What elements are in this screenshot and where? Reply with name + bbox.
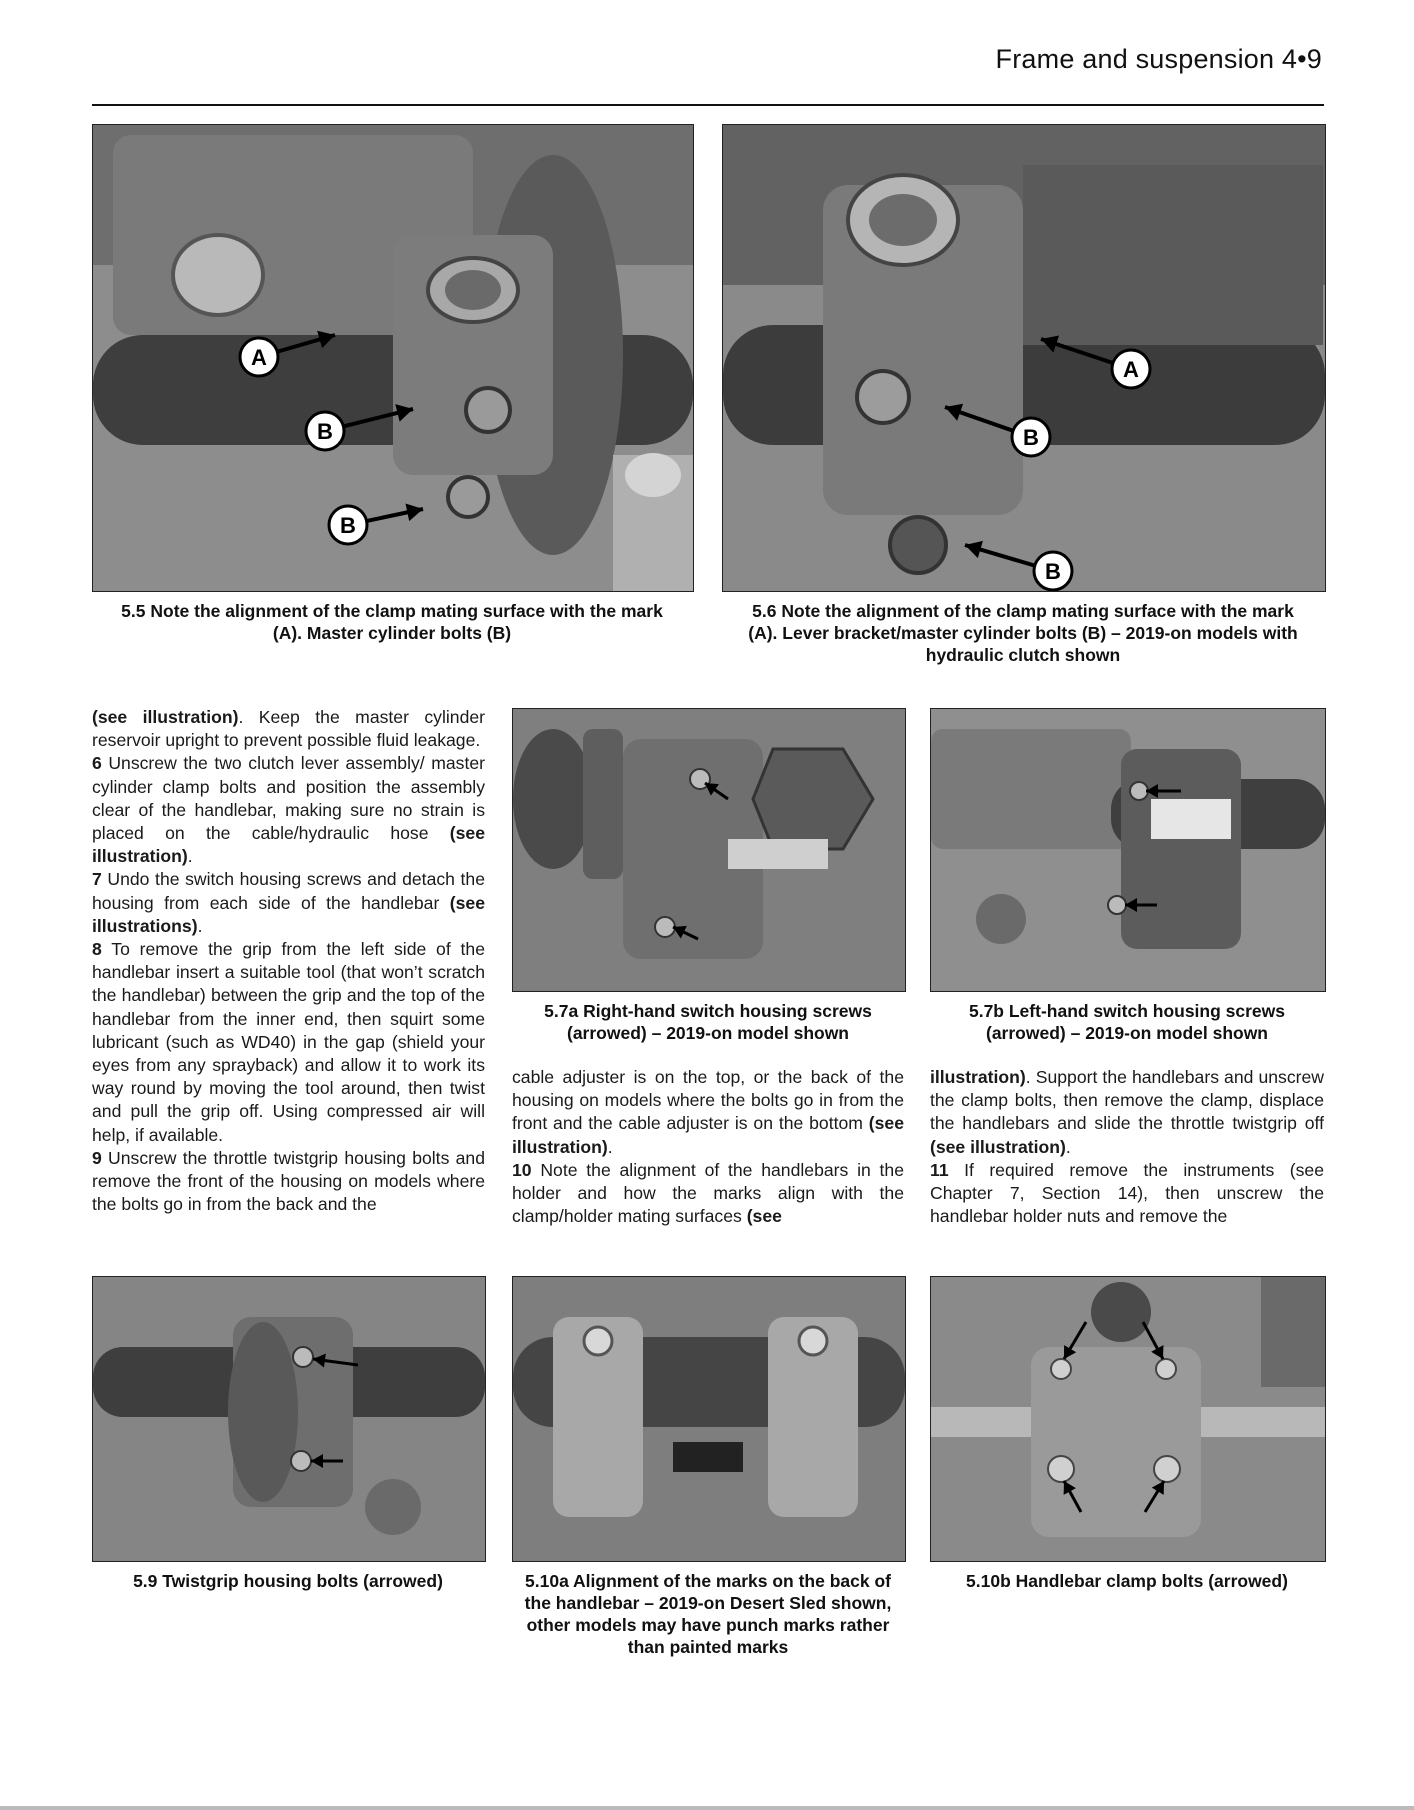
photo-5-7a (512, 708, 906, 992)
photo-5-10b (930, 1276, 1326, 1562)
text-column-2: cable adjuster is on the top, or the back of the housing on models where the bolts go in from the front and the cable adjuster is on the bottom (see illustration). 10 Note the alignment of the handlebars in the holder and how the marks align with the clamp/holder mating surfaces (see (512, 1067, 904, 1227)
svg-text:A: A (1123, 357, 1139, 382)
svg-text:A: A (251, 345, 267, 370)
caption-5-10b: 5.10b Handlebar clamp bolts (arrowed) (966, 1571, 1288, 1591)
caption-5-6: 5.6 Note the alignment of the clamp mating surface with the mark (A). Lever bracket/master cylinder bolts (B) – 2019-on models with hydraulic clutch shown (748, 601, 1298, 665)
page-bottom-edge (0, 1806, 1414, 1810)
svg-text:B: B (1045, 559, 1061, 584)
caption-5-5: 5.5 Note the alignment of the clamp mating surface with the mark (A). Master cylinder bolts (B) (121, 601, 663, 643)
photo-5-5 (92, 124, 694, 592)
caption-5-7a: 5.7a Right-hand switch housing screws (arrowed) – 2019-on model shown (544, 1001, 872, 1043)
photo-5-6 (722, 124, 1326, 592)
text-column-3: illustration). Support the handlebars and unscrew the clamp bolts, then remove the clamp, displace the handlebars and slide the throttle twistgrip off (see illustration). 11 If required remove the instruments (see Chapter 7, Section 14), then unscrew the handlebar holder nuts and remove the (930, 1067, 1324, 1227)
svg-text:B: B (1023, 425, 1039, 450)
caption-5-9: 5.9 Twistgrip housing bolts (arrowed) (133, 1571, 443, 1591)
caption-5-10a: 5.10a Alignment of the marks on the back of the handlebar – 2019-on Desert Sled shown, other models may have punch marks rather than painted marks (524, 1571, 892, 1657)
text-column-1: (see illustration). Keep the master cylinder reservoir upright to prevent possible fluid leakage. 6 Unscrew the two clutch lever assembly/ master cylinder clamp bolts and position the assembly clear of the handlebar, making sure no strain is placed on the cable/hydraulic hose (see illustration). 7 Undo the switch housing screws and detach the housing from each side of the handlebar (see illustrations). 8 To remove the grip from the left side of the handlebar insert a suitable tool (that won’t scratch the handlebar) between the grip and the top of the handlebar from the inner end, then squirt some lubricant (such as WD40) in the gap (shield your eyes from any sprayback) and allow it to work its way round by moving the tool around, then twist and pull the grip off. Using compressed air will help, if available. 9 Unscrew the throttle twistgrip housing bolts and remove the front of the housing on models where the bolts go in from the back and the (92, 707, 485, 1215)
header-rule (92, 104, 1324, 106)
svg-text:B: B (340, 513, 356, 538)
page-header-title: Frame and suspension 4•9 (995, 44, 1322, 74)
photo-5-10a (512, 1276, 906, 1562)
svg-text:B: B (317, 419, 333, 444)
see-illustration-ref: (see illustration) (92, 707, 239, 727)
photo-5-7b (930, 708, 1326, 992)
caption-5-7b: 5.7b Left-hand switch housing screws (arrowed) – 2019-on model shown (968, 1001, 1286, 1043)
photo-5-9 (92, 1276, 486, 1562)
